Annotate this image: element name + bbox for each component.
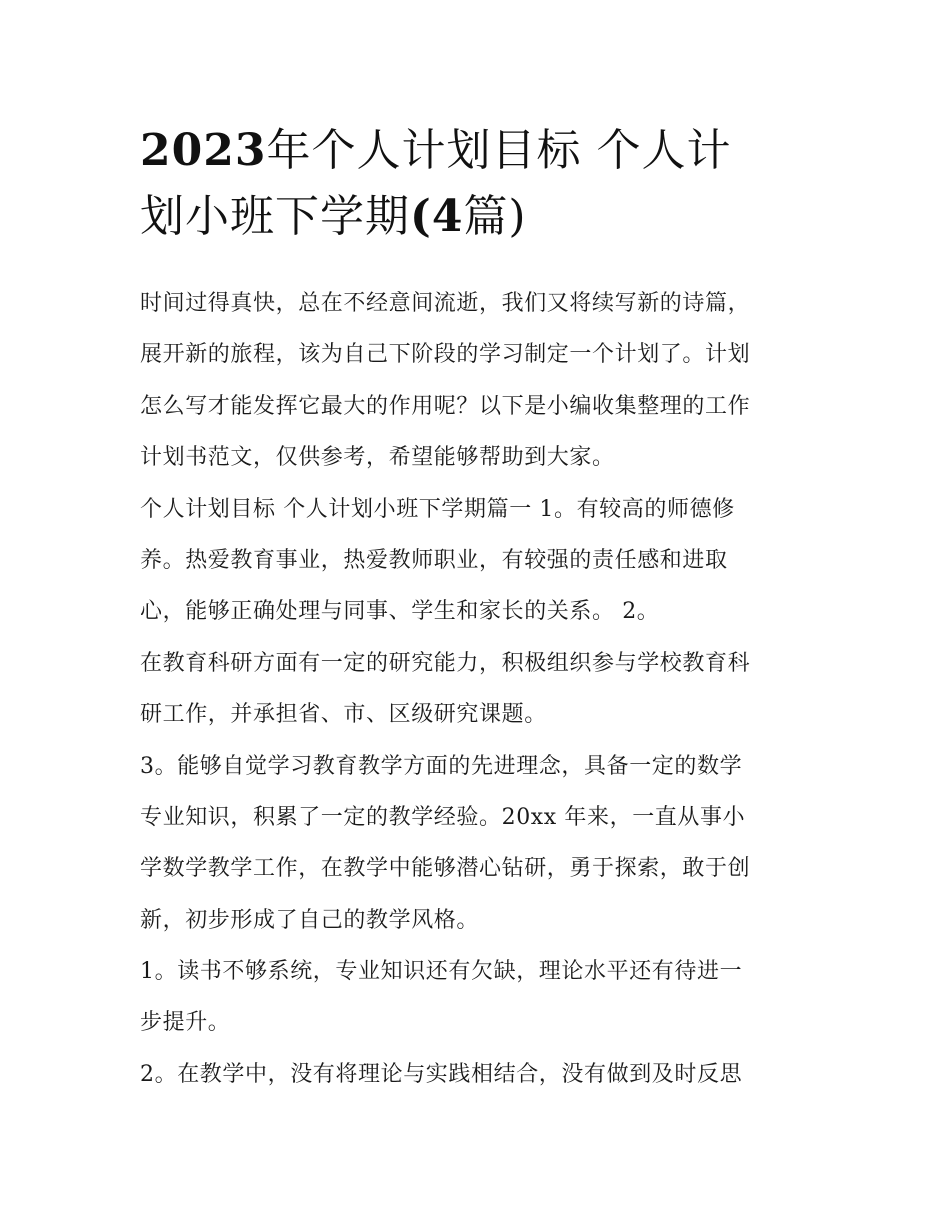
body-line: 学数学教学工作，在教学中能够潜心钻研，勇于探索，敢于创	[140, 856, 751, 882]
body-line: 养。热爱教育事业，热爱教师职业，有较强的责任感和进取	[140, 547, 728, 573]
body-line: 怎么写才能发挥它最大的作用呢？以下是小编收集整理的工作	[140, 393, 751, 419]
body-line: 1。读书不够系统，专业知识还有欠缺，理论水平还有待进一	[140, 959, 743, 985]
body-line: 展开新的旅程，该为自己下阶段的学习制定一个计划了。计划	[140, 342, 751, 368]
body-line: 研工作，并承担省、市、区级研究课题。	[140, 702, 547, 728]
title-line-2	[140, 184, 820, 250]
title-line-1	[140, 118, 820, 184]
body-line: 步提升。	[140, 1010, 231, 1036]
body-line: 3。能够自觉学习教育教学方面的先进理念，具备一定的数学	[140, 753, 743, 779]
document-body	[140, 278, 820, 1100]
body-line: 新，初步形成了自己的教学风格。	[140, 907, 480, 933]
title-line-1-text: 年个人计划目标 个人计	[266, 125, 732, 176]
body-line: 时间过得真快，总在不经意间流逝，我们又将续写新的诗篇，	[140, 291, 751, 316]
body-line: 心，能够正确处理与同事、学生和家长的关系。 2。	[140, 599, 660, 625]
body-line: 个人计划目标 个人计划小班下学期篇一 1。有较高的师德修	[140, 496, 735, 522]
body-line: 2。在教学中，没有将理论与实践相结合，没有做到及时反思	[140, 1061, 743, 1087]
document-title	[140, 118, 820, 250]
body-line: 计划书范文，仅供参考，希望能够帮助到大家。	[140, 445, 615, 471]
title-line-2-tail: 篇)	[463, 191, 527, 242]
body-line: 专业知识，积累了一定的教学经验。20xx 年来，一直从事小	[140, 804, 746, 830]
body-line: 在教育科研方面有一定的研究能力，积极组织参与学校教育科	[140, 650, 751, 676]
title-line-2-text: 划小班下学期	[140, 191, 410, 242]
title-year: 2023	[140, 125, 267, 176]
title-count: (4	[410, 191, 464, 242]
